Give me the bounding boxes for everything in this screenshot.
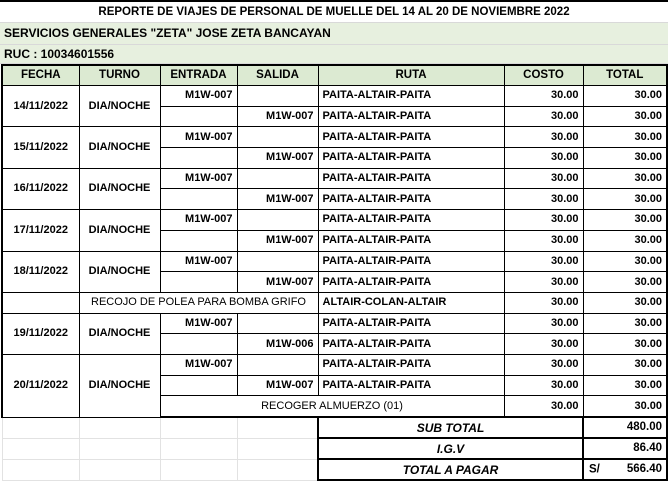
header-salida[interactable]: SALIDA bbox=[237, 65, 318, 86]
entrada-cell[interactable]: M1W-007 bbox=[160, 86, 237, 107]
fecha-cell[interactable]: 17/11/2022 bbox=[2, 210, 79, 251]
salida-cell[interactable] bbox=[237, 86, 318, 107]
entrada-cell[interactable]: M1W-007 bbox=[160, 251, 237, 272]
ruta-cell[interactable]: PAITA-ALTAIR-PAITA bbox=[318, 210, 504, 231]
report-title: REPORTE DE VIAJES DE PERSONAL DE MUELLE DEL 14 AL 20 DE NOVIEMBRE 2022 bbox=[0, 2, 668, 23]
entrada-cell[interactable] bbox=[160, 148, 237, 169]
costo-cell[interactable]: 30.00 bbox=[504, 292, 583, 313]
entrada-cell[interactable]: M1W-007 bbox=[160, 210, 237, 231]
subtotal-label[interactable]: SUB TOTAL bbox=[318, 417, 583, 438]
costo-cell[interactable]: 30.00 bbox=[504, 375, 583, 396]
subtotal-value[interactable]: 480.00 bbox=[583, 417, 667, 438]
turno-cell[interactable]: DIA/NOCHE bbox=[79, 313, 160, 354]
total-cell[interactable]: 30.00 bbox=[583, 189, 667, 210]
fecha-cell[interactable]: 18/11/2022 bbox=[2, 251, 79, 292]
salida-cell[interactable]: M1W-007 bbox=[237, 189, 318, 210]
salida-cell[interactable] bbox=[237, 354, 318, 375]
fecha-cell[interactable]: 15/11/2022 bbox=[2, 127, 79, 168]
table-row bbox=[2, 251, 667, 272]
table-row-special bbox=[2, 292, 667, 313]
ruta-cell[interactable]: PAITA-ALTAIR-PAITA bbox=[318, 354, 504, 375]
total-cell[interactable]: 30.00 bbox=[583, 230, 667, 251]
total-a-pagar-label[interactable]: TOTAL A PAGAR bbox=[318, 459, 583, 480]
total-cell[interactable]: 30.00 bbox=[583, 313, 667, 334]
salida-cell[interactable]: M1W-007 bbox=[237, 148, 318, 169]
costo-cell[interactable]: 30.00 bbox=[504, 127, 583, 148]
fecha-cell[interactable]: 14/11/2022 bbox=[2, 86, 79, 127]
entrada-cell[interactable]: M1W-007 bbox=[160, 354, 237, 375]
ruta-cell[interactable]: PAITA-ALTAIR-PAITA bbox=[318, 272, 504, 293]
total-cell[interactable]: 30.00 bbox=[583, 272, 667, 293]
company-name: SERVICIOS GENERALES "ZETA" JOSE ZETA BANCAYAN bbox=[0, 23, 668, 45]
currency-symbol: S/ bbox=[589, 462, 600, 475]
total-cell[interactable]: 30.00 bbox=[583, 251, 667, 272]
turno-cell[interactable]: DIA/NOCHE bbox=[79, 354, 160, 417]
note-cell[interactable]: RECOJO DE POLEA PARA BOMBA GRIFO bbox=[79, 292, 318, 313]
entrada-cell[interactable]: M1W-007 bbox=[160, 127, 237, 148]
header-row bbox=[2, 65, 667, 86]
igv-row bbox=[2, 438, 667, 459]
empty-cell[interactable] bbox=[79, 459, 160, 480]
subtotal-row bbox=[2, 417, 667, 438]
total-cell[interactable]: 30.00 bbox=[583, 210, 667, 231]
fecha-cell[interactable]: 19/11/2022 bbox=[2, 313, 79, 354]
ruta-cell[interactable]: PAITA-ALTAIR-PAITA bbox=[318, 168, 504, 189]
ruc-number: RUC : 10034601556 bbox=[0, 45, 668, 64]
ruta-cell[interactable]: PAITA-ALTAIR-PAITA bbox=[318, 86, 504, 107]
costo-cell[interactable]: 30.00 bbox=[504, 230, 583, 251]
fecha-cell[interactable]: 16/11/2022 bbox=[2, 168, 79, 209]
entrada-cell[interactable]: M1W-007 bbox=[160, 168, 237, 189]
fecha-cell[interactable]: 20/11/2022 bbox=[2, 354, 79, 417]
costo-cell[interactable]: 30.00 bbox=[504, 168, 583, 189]
salida-cell[interactable]: M1W-007 bbox=[237, 272, 318, 293]
header-fecha[interactable]: FECHA bbox=[2, 65, 79, 86]
empty-cell[interactable] bbox=[79, 417, 160, 438]
total-cell[interactable]: 30.00 bbox=[583, 375, 667, 396]
total-a-pagar-value[interactable] bbox=[583, 459, 667, 480]
entrada-cell[interactable] bbox=[160, 189, 237, 210]
empty-cell[interactable] bbox=[237, 417, 318, 438]
ruta-cell[interactable]: PAITA-ALTAIR-PAITA bbox=[318, 189, 504, 210]
turno-cell[interactable]: DIA/NOCHE bbox=[79, 86, 160, 127]
costo-cell[interactable]: 30.00 bbox=[504, 210, 583, 231]
salida-cell[interactable]: M1W-006 bbox=[237, 334, 318, 355]
entrada-cell[interactable] bbox=[160, 375, 237, 396]
turno-cell[interactable]: DIA/NOCHE bbox=[79, 168, 160, 209]
empty-cell[interactable] bbox=[237, 459, 318, 480]
fecha-cell[interactable] bbox=[2, 292, 79, 313]
entrada-cell[interactable] bbox=[160, 272, 237, 293]
entrada-cell[interactable] bbox=[160, 230, 237, 251]
costo-cell[interactable]: 30.00 bbox=[504, 313, 583, 334]
total-cell[interactable]: 30.00 bbox=[583, 396, 667, 417]
total-cell[interactable]: 30.00 bbox=[583, 354, 667, 375]
table-row bbox=[2, 210, 667, 231]
total-cell[interactable]: 30.00 bbox=[583, 127, 667, 148]
ruta-cell[interactable]: PAITA-ALTAIR-PAITA bbox=[318, 106, 504, 127]
ruta-cell[interactable]: PAITA-ALTAIR-PAITA bbox=[318, 148, 504, 169]
ruta-cell[interactable]: PAITA-ALTAIR-PAITA bbox=[318, 313, 504, 334]
costo-cell[interactable]: 30.00 bbox=[504, 106, 583, 127]
costo-cell[interactable]: 30.00 bbox=[504, 272, 583, 293]
salida-cell[interactable] bbox=[237, 168, 318, 189]
empty-cell[interactable] bbox=[160, 417, 237, 438]
entrada-cell[interactable] bbox=[160, 334, 237, 355]
costo-cell[interactable]: 30.00 bbox=[504, 189, 583, 210]
salida-cell[interactable] bbox=[237, 313, 318, 334]
total-cell[interactable]: 30.00 bbox=[583, 292, 667, 313]
empty-cell[interactable] bbox=[2, 438, 79, 459]
total-cell[interactable]: 30.00 bbox=[583, 106, 667, 127]
empty-cell[interactable] bbox=[237, 438, 318, 459]
costo-cell[interactable]: 30.00 bbox=[504, 354, 583, 375]
salida-cell[interactable] bbox=[237, 210, 318, 231]
total-a-pagar-amount: 566.40 bbox=[626, 462, 662, 475]
costo-cell[interactable]: 30.00 bbox=[504, 148, 583, 169]
empty-cell[interactable] bbox=[79, 438, 160, 459]
salida-cell[interactable] bbox=[237, 251, 318, 272]
ruta-cell[interactable]: PAITA-ALTAIR-PAITA bbox=[318, 251, 504, 272]
turno-cell[interactable]: DIA/NOCHE bbox=[79, 251, 160, 292]
ruta-cell[interactable]: PAITA-ALTAIR-PAITA bbox=[318, 127, 504, 148]
empty-cell[interactable] bbox=[2, 417, 79, 438]
empty-cell[interactable] bbox=[2, 459, 79, 480]
igv-label[interactable]: I.G.V bbox=[318, 438, 583, 459]
entrada-cell[interactable] bbox=[160, 106, 237, 127]
costo-cell[interactable]: 30.00 bbox=[504, 334, 583, 355]
header-costo[interactable]: COSTO bbox=[504, 65, 583, 86]
empty-cell[interactable] bbox=[160, 459, 237, 480]
table-row bbox=[2, 313, 667, 334]
header-total[interactable]: TOTAL bbox=[583, 65, 667, 86]
turno-cell[interactable]: DIA/NOCHE bbox=[79, 210, 160, 251]
empty-cell[interactable] bbox=[160, 438, 237, 459]
note-cell[interactable]: RECOGER ALMUERZO (01) bbox=[160, 396, 504, 417]
table-row bbox=[2, 86, 667, 107]
header-turno[interactable]: TURNO bbox=[79, 65, 160, 86]
total-cell[interactable]: 30.00 bbox=[583, 168, 667, 189]
total-cell[interactable]: 30.00 bbox=[583, 86, 667, 107]
ruta-cell[interactable]: PAITA-ALTAIR-PAITA bbox=[318, 375, 504, 396]
total-cell[interactable]: 30.00 bbox=[583, 148, 667, 169]
total-a-pagar-row bbox=[2, 459, 667, 480]
total-cell[interactable]: 30.00 bbox=[583, 334, 667, 355]
salida-cell[interactable]: M1W-007 bbox=[237, 230, 318, 251]
header-entrada[interactable]: ENTRADA bbox=[160, 65, 237, 86]
ruta-cell[interactable]: PAITA-ALTAIR-PAITA bbox=[318, 334, 504, 355]
turno-cell[interactable]: DIA/NOCHE bbox=[79, 127, 160, 168]
header-ruta[interactable]: RUTA bbox=[318, 65, 504, 86]
table-row bbox=[2, 168, 667, 189]
table-row bbox=[2, 127, 667, 148]
entrada-cell[interactable]: M1W-007 bbox=[160, 313, 237, 334]
costo-cell[interactable]: 30.00 bbox=[504, 251, 583, 272]
trips-table bbox=[1, 64, 668, 481]
salida-cell[interactable] bbox=[237, 127, 318, 148]
ruta-cell[interactable]: ALTAIR-COLAN-ALTAIR bbox=[318, 292, 504, 313]
igv-value[interactable]: 86.40 bbox=[583, 438, 667, 459]
salida-cell[interactable]: M1W-007 bbox=[237, 106, 318, 127]
salida-cell[interactable]: M1W-007 bbox=[237, 375, 318, 396]
costo-cell[interactable]: 30.00 bbox=[504, 86, 583, 107]
table-row bbox=[2, 354, 667, 375]
ruta-cell[interactable]: PAITA-ALTAIR-PAITA bbox=[318, 230, 504, 251]
costo-cell[interactable]: 30.00 bbox=[504, 396, 583, 417]
